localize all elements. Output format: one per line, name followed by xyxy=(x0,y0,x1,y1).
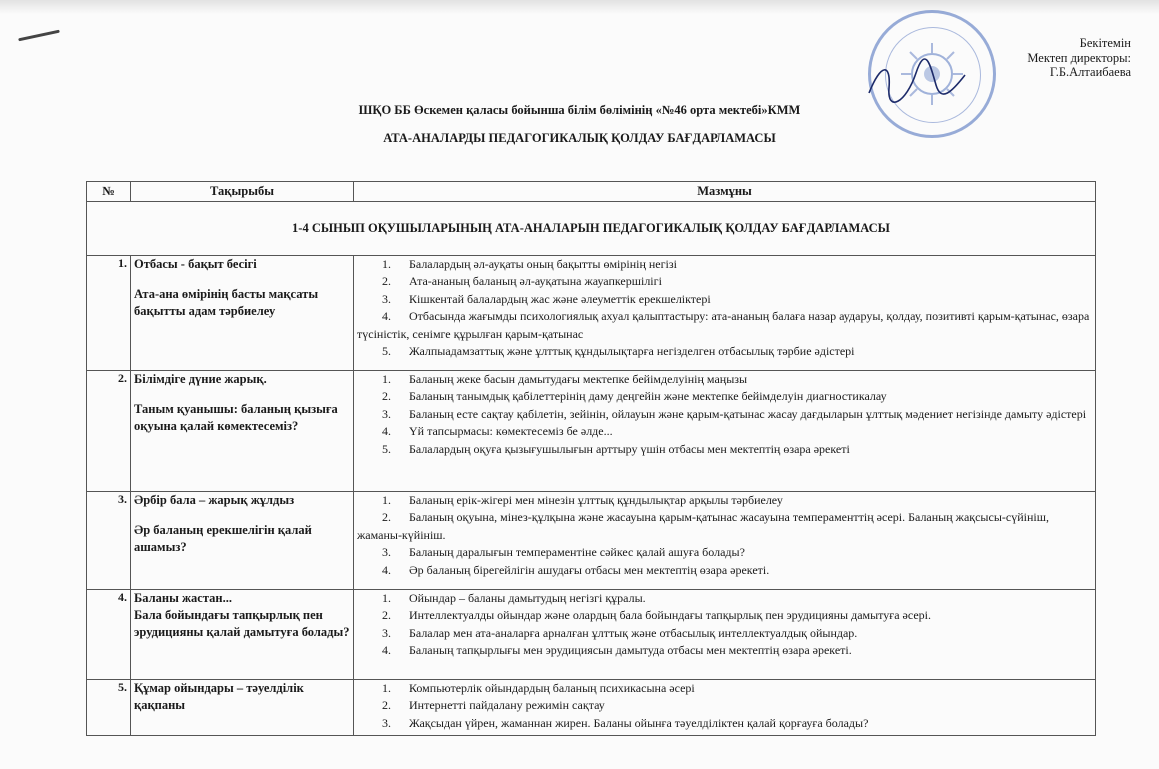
content-item-text: Отбасында жағымды психологиялық ахуал қалыптастыру: ата-ананың балаға назар аударуы, қолдау, позитивті қарым-қатынас, өзара түсіністік, сенімге құрылған қарым-қатынас xyxy=(357,309,1090,341)
content-item-text: Компьютерлік ойындардың баланың психикасына әсері xyxy=(409,681,695,695)
row-number: 1. xyxy=(87,256,131,371)
content-item-text: Баланың ерік-жігері мен мінезін ұлттық құндылықтар арқылы тәрбиелеу xyxy=(409,493,783,507)
content-item xyxy=(357,590,1092,607)
content-item-number: 3. xyxy=(382,625,391,640)
content-item-text: Баланың тапқырлығы мен эрудициясын дамытуда отбасы мен мектептің өзара әрекеті. xyxy=(409,643,852,658)
table-row xyxy=(87,371,1096,492)
content-item-text: Баланың танымдық қабілеттерінің даму деңгейін және мектепке бейімделуін диагностикалау xyxy=(409,389,887,404)
table-header-row xyxy=(87,182,1096,202)
document-title: АТА-АНАЛАРДЫ ПЕДАГОГИКАЛЫҚ ҚОЛДАУ БАҒДАРЛАМАСЫ xyxy=(383,131,776,145)
pen-mark xyxy=(18,30,60,42)
content-item-number: 4. xyxy=(382,424,391,439)
row-content xyxy=(354,256,1096,371)
content-item-text: Жалпыадамзаттық және ұлттық құндылықтарға негізделген отбасылық тәрбие әдістері xyxy=(409,344,855,359)
row-content xyxy=(354,492,1096,590)
organization-name: ШҚО ББ Өскемен қаласы бойынша білім бөлімінің «№46 орта мектебі»КММ xyxy=(358,103,801,117)
row-topic xyxy=(131,371,354,492)
row-content xyxy=(354,371,1096,492)
row-number: 2. xyxy=(87,371,131,492)
topic-title: Әрбір бала – жарық жұлдыз xyxy=(134,493,295,507)
topic-subtitle: Әр баланың ерекшелігін қалай ашамыз? xyxy=(134,523,312,554)
content-item-number: 4. xyxy=(382,643,391,658)
topic-title: Құмар ойындары – тәуелділік қақпаны xyxy=(134,681,304,712)
content-item-number: 1. xyxy=(382,372,391,386)
content-item-text: Интернетті пайдалану режимін сақтау xyxy=(409,698,605,713)
row-topic xyxy=(131,492,354,590)
content-item-text: Әр баланың бірегейлігін ашудағы отбасы мен мектептің өзара әрекеті. xyxy=(409,562,770,577)
content-item xyxy=(357,607,1092,624)
content-item xyxy=(357,625,1092,642)
content-item-number: 2. xyxy=(382,389,391,404)
content-item-text: Балалар мен ата-аналарға арналған ұлттық және отбасылық интеллектуалдық ойындар. xyxy=(409,625,858,640)
row-topic xyxy=(131,590,354,680)
content-item-text: Үй тапсырмасы: көмектесеміз бе әлде... xyxy=(409,424,613,439)
approval-line-director: Мектеп директоры: xyxy=(1027,50,1131,65)
row-number: 5. xyxy=(87,680,131,736)
topic-subtitle: Бала бойындағы тапқырлық пен эрудицияны қалай дамытуға болады? xyxy=(134,608,350,639)
section-title: 1-4 СЫНЫП ОҚУШЫЛАРЫНЫҢ АТА-АНАЛАРЫН ПЕДАГОГИКАЛЫҚ ҚОЛДАУ БАҒДАРЛАМАСЫ xyxy=(87,202,1096,256)
row-number: 4. xyxy=(87,590,131,680)
content-item-text: Балалардың әл-ауқаты оның бақытты өмірінің негізі xyxy=(409,257,677,271)
content-item xyxy=(357,291,1092,308)
content-item-number: 1. xyxy=(382,493,391,507)
content-item xyxy=(357,256,1092,273)
content-item-text: Балалардың оқуға қызығушылығын арттыру үшін отбасы мен мектептің өзара әрекеті xyxy=(409,441,850,456)
signature-icon xyxy=(861,53,971,113)
table-row xyxy=(87,680,1096,736)
row-topic xyxy=(131,680,354,736)
content-item-number: 5. xyxy=(382,344,391,359)
approval-line-name: Г.Б.Алтаибаева xyxy=(1049,65,1131,79)
topic-title: Баланы жастан... xyxy=(134,591,232,605)
approval-line-approve: Бекітемін xyxy=(1079,36,1131,50)
content-item xyxy=(357,423,1092,440)
content-item xyxy=(357,509,1092,544)
table-row xyxy=(87,492,1096,590)
content-item-number: 2. xyxy=(382,274,391,289)
content-item-number: 3. xyxy=(382,715,391,730)
content-item xyxy=(357,343,1092,360)
content-item xyxy=(357,308,1092,343)
content-item xyxy=(357,273,1092,290)
section-row xyxy=(87,202,1096,256)
content-item-text: Кішкентай балалардың жас және әлеуметтік ерекшеліктері xyxy=(409,291,711,306)
content-item xyxy=(357,562,1092,579)
content-item-number: 2. xyxy=(382,510,391,525)
table-row xyxy=(87,256,1096,371)
content-item-text: Баланың оқуына, мінез-құлқына және жасауына қарым-қатынас жасауына темпераменттің әсері. Баланың жақсысы-сүйініш, жаманы-күйініш. xyxy=(357,510,1049,542)
content-item-text: Баланың даралығын темпераментіне сәйкес қалай ашуға болады? xyxy=(409,545,745,560)
topic-subtitle: Ата-ана өмірінің басты мақсаты бақытты адам тәрбиелеу xyxy=(134,287,319,318)
content-item xyxy=(357,371,1092,388)
row-topic xyxy=(131,256,354,371)
row-number: 3. xyxy=(87,492,131,590)
content-item-number: 3. xyxy=(382,545,391,560)
row-content xyxy=(354,680,1096,736)
content-item-number: 2. xyxy=(382,608,391,623)
topic-title: Отбасы - бақыт бесігі xyxy=(134,257,257,271)
content-item-text: Интеллектуалды ойындар және олардың бала бойындағы тапқырлық пен эрудицияны дамытуға әсері. xyxy=(409,608,931,623)
content-item-text: Баланың жеке басын дамытудағы мектепке бейімделуінің маңызы xyxy=(409,372,748,386)
content-item-text: Ата-ананың баланың әл-ауқатына жауапкершілігі xyxy=(409,274,662,289)
content-item-number: 4. xyxy=(382,562,391,577)
column-header-num: № xyxy=(87,182,131,202)
content-item xyxy=(357,406,1092,423)
content-item xyxy=(357,680,1092,697)
row-content xyxy=(354,590,1096,680)
content-item xyxy=(357,642,1092,659)
content-item xyxy=(357,715,1092,732)
content-item xyxy=(357,388,1092,405)
content-item xyxy=(357,544,1092,561)
official-seal-stamp xyxy=(868,10,996,138)
content-item-number: 5. xyxy=(382,441,391,456)
topic-title: Білімдіге дүние жарық. xyxy=(134,372,267,386)
content-item-number: 4. xyxy=(382,309,391,324)
column-header-topic: Тақырыбы xyxy=(131,182,354,202)
content-item-number: 1. xyxy=(382,257,391,271)
content-item-text: Жақсыдан үйрен, жаманнан жирен. Баланы ойынға тәуелділіктен қалай қорғауға болады? xyxy=(409,715,869,730)
content-item-number: 3. xyxy=(382,406,391,421)
content-item-number: 1. xyxy=(382,591,391,605)
content-item xyxy=(357,697,1092,714)
topic-subtitle: Таным қуанышы: баланың қызыға оқуына қалай көмектесеміз? xyxy=(134,402,338,433)
column-header-content: Мазмұны xyxy=(354,182,1096,202)
content-item-number: 2. xyxy=(382,698,391,713)
content-item xyxy=(357,441,1092,458)
content-item-number: 3. xyxy=(382,291,391,306)
content-item-text: Ойындар – баланы дамытудың негізгі құралы. xyxy=(409,591,646,605)
scan-top-edge xyxy=(0,0,1159,14)
content-item xyxy=(357,492,1092,509)
content-item-text: Баланың есте сақтау қабілетін, зейінін, ойлауын және қарым-қатынас жасау дағдыларын ұлттық мәдениет негізінде дамыту әдістері xyxy=(409,406,1087,421)
content-item-number: 1. xyxy=(382,681,391,695)
program-table xyxy=(86,181,1096,736)
table-row xyxy=(87,590,1096,680)
approval-block xyxy=(1027,36,1131,80)
